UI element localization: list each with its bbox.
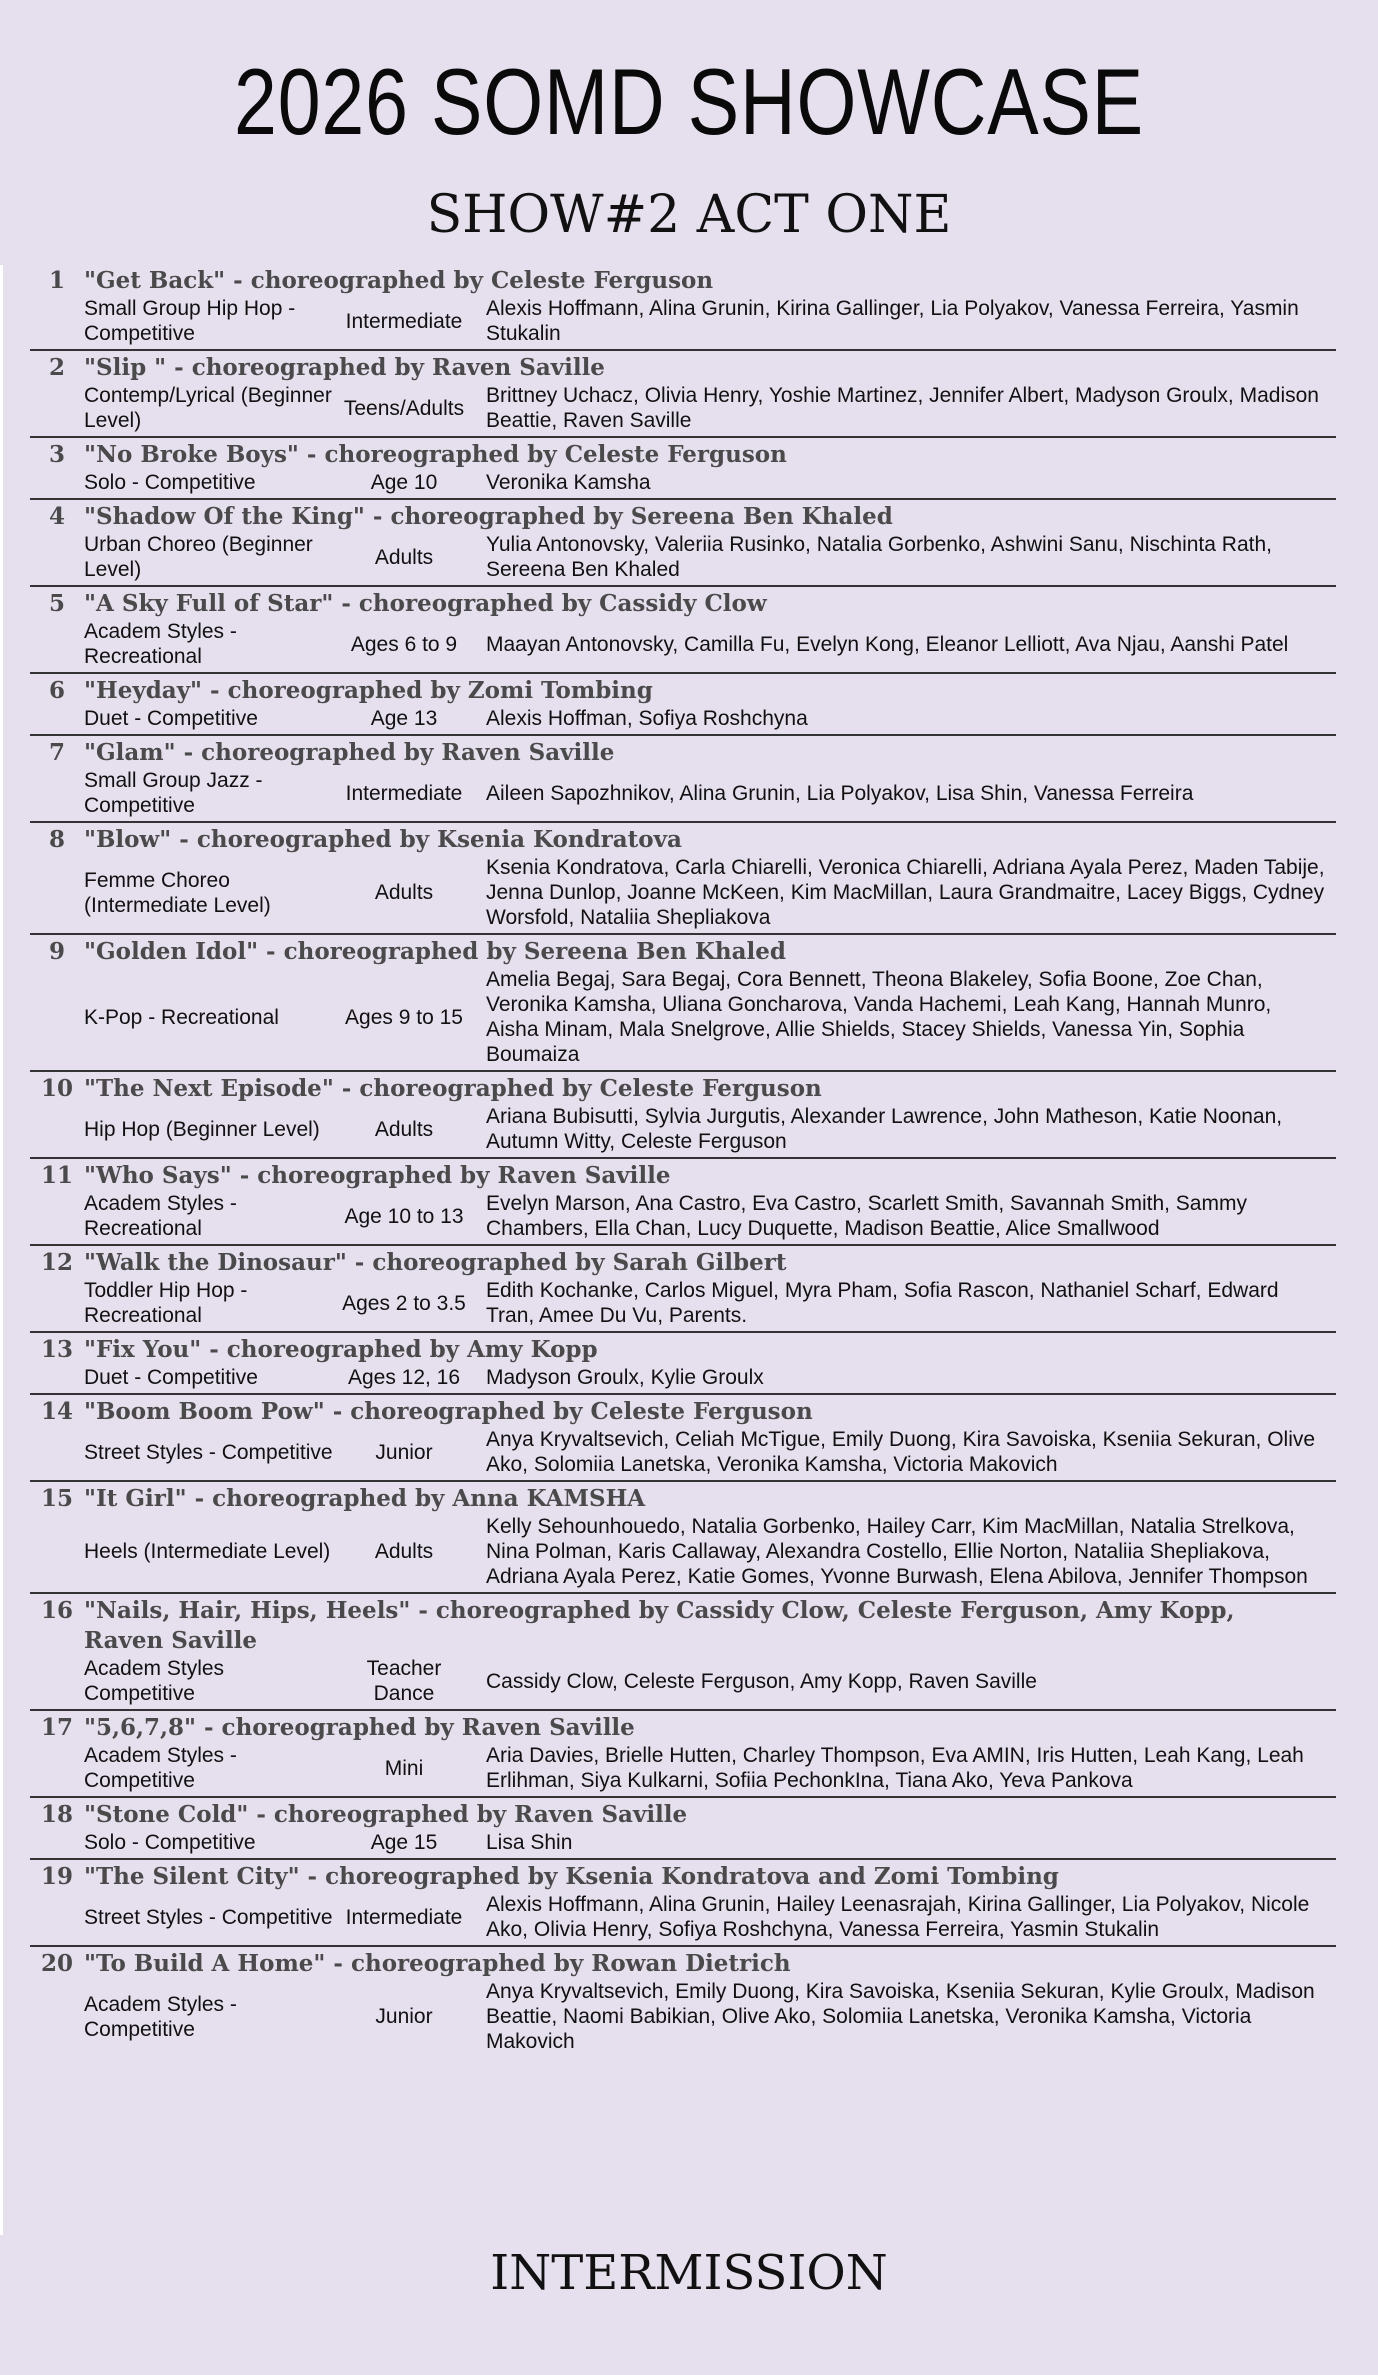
entry-level: Ages 12, 16 [347,1366,461,1389]
entry-details [30,470,1336,495]
entry-category: Street Styles - Competitive [84,1905,333,1929]
entry-heading [30,1161,1336,1191]
entry-category: Solo - Competitive [84,471,256,494]
entry-details [30,1743,1336,1793]
entry-category: Academ Styles - Competitive [84,1744,237,1792]
program-entry [30,1594,1336,1711]
entry-dancers: Anya Kryvaltsevich, Celiah McTigue, Emily Duong, Kira Savoiska, Kseniia Sekuran, Olive Ako, Solomiia Lanetska, Veronika Kamsha, Victoria Makovich [486,1428,1316,1476]
entry-title: "Who Says" - choreographed by Raven Saville [84,1162,671,1189]
program-entry [30,823,1336,935]
entry-title: "The Silent City" - choreographed by Ksenia Kondratova and Zomi Tombing [84,1863,1059,1890]
entry-dancers: Lisa Shin [486,1831,573,1854]
entry-details [30,768,1336,818]
entry-dancers: Maayan Antonovsky, Camilla Fu, Evelyn Kong, Eleanor Lelliott, Ava Njau, Aanshi Patel [486,632,1289,656]
entry-heading [30,937,1336,967]
entry-category: Solo - Competitive [84,1831,256,1854]
entry-details [30,1278,1336,1328]
program-entry [30,1860,1336,1947]
entry-dancers: Kelly Sehounhouedo, Natalia Gorbenko, Hailey Carr, Kim MacMillan, Natalia Strelkova, Nina Polman, Karis Callaway, Alexandra Costello, Ellie Norton, Nataliia Shepliakova, Adriana Ayala Perez, Katie Gomes, Yvonne Burwash, Elena Abilova, Jennifer Thompson [486,1515,1308,1588]
entry-title: "The Next Episode" - choreographed by Celeste Ferguson [84,1075,822,1102]
entry-heading [30,266,1336,296]
entry-category: Duet - Competitive [84,1366,258,1389]
entry-details [30,1191,1336,1241]
left-edge-strip [0,265,3,2235]
entry-heading [30,440,1336,470]
program-entry [30,500,1336,587]
entry-title: "Blow" - choreographed by Ksenia Kondratova [84,826,682,853]
entry-title: "Shadow Of the King" - choreographed by Sereena Ben Khaled [84,503,893,530]
entry-category: Academ Styles - Competitive [84,1992,237,2041]
page-title: 2026 SOMD SHOWCASE [234,49,1144,154]
entry-heading [30,1949,1336,1979]
entry-details [30,532,1336,582]
entry-number: 19 [40,1863,73,1890]
entry-dancers: Edith Kochanke, Carlos Miguel, Myra Pham, Sofia Rascon, Nathaniel Scharf, Edward Tran, Amee Du Vu, Parents. [486,1279,1279,1327]
entry-details [30,1656,1336,1706]
entry-number: 20 [40,1950,73,1977]
program-entry [30,351,1336,438]
entry-number: 5 [48,590,65,617]
entry-number: 12 [40,1249,73,1276]
program-entry [30,1159,1336,1246]
program-entry [30,1947,1336,2057]
entry-heading [30,502,1336,532]
entry-level: Mini [384,1756,424,1780]
program-entry [30,674,1336,736]
program-entry [30,587,1336,674]
entry-level: Adults [374,545,434,569]
entry-dancers: Aileen Sapozhnikov, Alina Grunin, Lia Polyakov, Lisa Shin, Vanessa Ferreira [486,781,1194,805]
entry-title: "Get Back" - choreographed by Celeste Ferguson [84,267,714,294]
entry-title: "Walk the Dinosaur" - choreographed by Sarah Gilbert [84,1249,787,1276]
entry-heading [30,1800,1336,1830]
entry-details [30,706,1336,731]
entry-level: Age 13 [370,707,438,730]
entry-dancers: Madyson Groulx, Kylie Groulx [486,1366,764,1389]
entry-dancers: Ksenia Kondratova, Carla Chiarelli, Veronica Chiarelli, Adriana Ayala Perez, Maden Tabije, Jenna Dunlop, Joanne McKeen, Kim MacMillan, Laura Grandmaitre, Lacey Biggs, Cydney Worsfold, Nataliia Shepliakova [486,856,1325,929]
entry-number: 14 [40,1398,73,1425]
entry-category: Street Styles - Competitive [84,1440,333,1464]
entry-heading [30,1713,1336,1743]
entry-level: Ages 9 to 15 [345,1005,463,1029]
entry-dancers: Alexis Hoffmann, Alina Grunin, Hailey Leenasrajah, Kirina Gallinger, Lia Polyakov, Nicole Ako, Olivia Henry, Sofiya Roshchyna, Vanessa Ferreira, Yasmin Stukalin [486,1893,1310,1941]
program-entry [30,1395,1336,1482]
entry-details [30,383,1336,433]
entry-category: Heels (Intermediate Level) [84,1540,331,1563]
entry-level: Intermediate [345,1905,463,1929]
entry-number: 4 [48,503,65,530]
intermission-heading: INTERMISSION [490,2245,888,2301]
entry-heading [30,676,1336,706]
entry-number: 3 [48,441,65,468]
entry-heading [30,1074,1336,1104]
entry-number: 15 [40,1485,73,1512]
entry-number: 13 [40,1336,73,1363]
entry-details [30,1979,1336,2054]
entry-heading [30,825,1336,855]
entry-dancers: Brittney Uchacz, Olivia Henry, Yoshie Martinez, Jennifer Albert, Madyson Groulx, Madison Beattie, Raven Saville [486,384,1319,432]
entry-dancers: Alexis Hoffmann, Alina Grunin, Kirina Gallinger, Lia Polyakov, Vanessa Ferreira, Yasmin Stukalin [486,297,1299,345]
entry-level: Adults [374,881,434,904]
entry-heading [30,738,1336,768]
entry-title: "Slip " - choreographed by Raven Saville [84,354,605,381]
program-entry [30,1711,1336,1798]
entry-title: "Stone Cold" - choreographed by Raven Saville [84,1801,688,1828]
entry-number: 17 [40,1714,73,1741]
entry-details [30,1514,1336,1589]
entry-level: Age 10 [370,471,438,494]
entry-heading [30,353,1336,383]
entry-title: "Golden Idol" - choreographed by Sereena Ben Khaled [84,938,786,965]
entry-category: Femme Choreo (Intermediate Level) [84,868,271,917]
entry-dancers: Cassidy Clow, Celeste Ferguson, Amy Kopp, Raven Saville [486,1669,1037,1693]
entry-title: "Glam" - choreographed by Raven Saville [84,739,615,766]
entry-category: Duet - Competitive [84,707,258,730]
entry-category: Small Group Hip Hop - Competitive [84,297,296,345]
program-entry [30,1482,1336,1594]
entry-title: "It Girl" - choreographed by Anna KAMSHA [84,1485,646,1512]
entry-level: Junior [375,1440,433,1464]
entry-details [30,967,1336,1067]
entry-title: "Heyday" - choreographed by Zomi Tombing [84,677,653,704]
entry-level: Ages 6 to 9 [350,632,458,656]
entry-category: Academ Styles - Recreational [84,620,237,668]
program-entry [30,438,1336,500]
entry-category: K-Pop - Recreational [84,1005,279,1029]
entry-heading [30,1596,1336,1656]
entry-title: "Fix You" - choreographed by Amy Kopp [84,1336,598,1363]
entry-number: 10 [40,1075,73,1102]
entry-category: Toddler Hip Hop - Recreational [84,1279,248,1327]
entry-title: "Nails, Hair, Hips, Heels" - choreographed by Cassidy Clow, Celeste Ferguson, Amy Kopp, Raven Saville [84,1597,1235,1654]
entry-number: 7 [48,739,65,766]
entry-number: 16 [40,1597,73,1624]
entry-number: 9 [48,938,65,965]
entry-level: Intermediate [345,781,463,805]
entry-category: Small Group Jazz - Competitive [84,769,263,817]
entry-level: Adults [374,1117,434,1141]
entry-title: "A Sky Full of Star" - choreographed by Cassidy Clow [84,590,767,617]
entry-category: Contemp/Lyrical (Beginner Level) [84,384,332,432]
entry-level: Ages 2 to 3.5 [342,1291,466,1315]
entry-dancers: Aria Davies, Brielle Hutten, Charley Thompson, Eva AMIN, Iris Hutten, Leah Kang, Leah Erlihman, Siya Kulkarni, Sofiia PechonkIna, Tiana Ako, Yeva Pankova [486,1744,1304,1792]
program-entry [30,1798,1336,1860]
entry-level: Intermediate [345,309,463,333]
entry-category: Urban Choreo (Beginner Level) [84,533,313,581]
entry-dancers: Evelyn Marson, Ana Castro, Eva Castro, Scarlett Smith, Savannah Smith, Sammy Chambers, Ella Chan, Lucy Duquette, Madison Beattie, Alice Smallwood [486,1192,1247,1240]
entry-heading [30,1862,1336,1892]
program-entry [30,935,1336,1072]
entry-level: Teacher Dance [366,1657,442,1705]
entry-dancers: Veronika Kamsha [486,471,651,494]
entry-details [30,296,1336,346]
entry-number: 2 [48,354,65,381]
entry-number: 11 [40,1162,73,1189]
program-entry [30,1246,1336,1333]
entry-heading [30,1248,1336,1278]
entry-number: 6 [48,677,65,704]
program-entry [30,1072,1336,1159]
entry-number: 8 [48,826,65,853]
entry-heading [30,1397,1336,1427]
entry-category: Hip Hop (Beginner Level) [84,1117,320,1141]
entry-level: Age 15 [370,1831,438,1854]
entry-details [30,1830,1336,1855]
entry-level: Adults [374,1540,434,1563]
entry-title: "5,6,7,8" - choreographed by Raven Saville [84,1714,635,1741]
entry-heading [30,589,1336,619]
program-entry [30,736,1336,823]
entry-details [30,1892,1336,1942]
entry-heading [30,1484,1336,1514]
entry-dancers: Ariana Bubisutti, Sylvia Jurgutis, Alexander Lawrence, John Matheson, Katie Noonan, Autumn Witty, Celeste Ferguson [486,1105,1283,1153]
entry-category: Academ Styles - Recreational [84,1192,237,1240]
entry-level: Junior [375,2005,433,2028]
entry-details [30,1427,1336,1477]
entry-level: Teens/Adults [343,396,465,420]
entry-details [30,619,1336,669]
entry-title: "Boom Boom Pow" - choreographed by Celeste Ferguson [84,1398,813,1425]
entry-heading [30,1335,1336,1365]
page-subtitle: SHOW#2 ACT ONE [426,185,952,245]
program-entry [30,264,1336,351]
program-list [30,264,1336,2057]
program-entry [30,1333,1336,1395]
entry-dancers: Anya Kryvaltsevich, Emily Duong, Kira Savoiska, Kseniia Sekuran, Kylie Groulx, Madison Beattie, Naomi Babikian, Olive Ako, Solomiia Lanetska, Veronika Kamsha, Victoria Makovich [486,1980,1315,2053]
entry-title: "No Broke Boys" - choreographed by Celeste Ferguson [84,441,787,468]
entry-number: 1 [48,267,65,294]
entry-dancers: Alexis Hoffman, Sofiya Roshchyna [486,707,808,730]
entry-details [30,1104,1336,1154]
entry-level: Age 10 to 13 [344,1204,464,1228]
entry-category: Academ Styles Competitive [84,1657,225,1705]
entry-dancers: Yulia Antonovsky, Valeriia Rusinko, Natalia Gorbenko, Ashwini Sanu, Nischinta Rath, Sereena Ben Khaled [486,533,1272,581]
entry-number: 18 [40,1801,73,1828]
entry-details [30,855,1336,930]
entry-title: "To Build A Home" - choreographed by Rowan Dietrich [84,1950,791,1977]
entry-dancers: Amelia Begaj, Sara Begaj, Cora Bennett, Theona Blakeley, Sofia Boone, Zoe Chan, Veronika Kamsha, Uliana Goncharova, Vanda Hachemi, Leah Kang, Hannah Munro, Aisha Minam, Mala Snelgrove, Allie Shields, Stacey Shields, Vanessa Yin, Sophia Boumaiza [486,968,1272,1066]
entry-details [30,1365,1336,1390]
